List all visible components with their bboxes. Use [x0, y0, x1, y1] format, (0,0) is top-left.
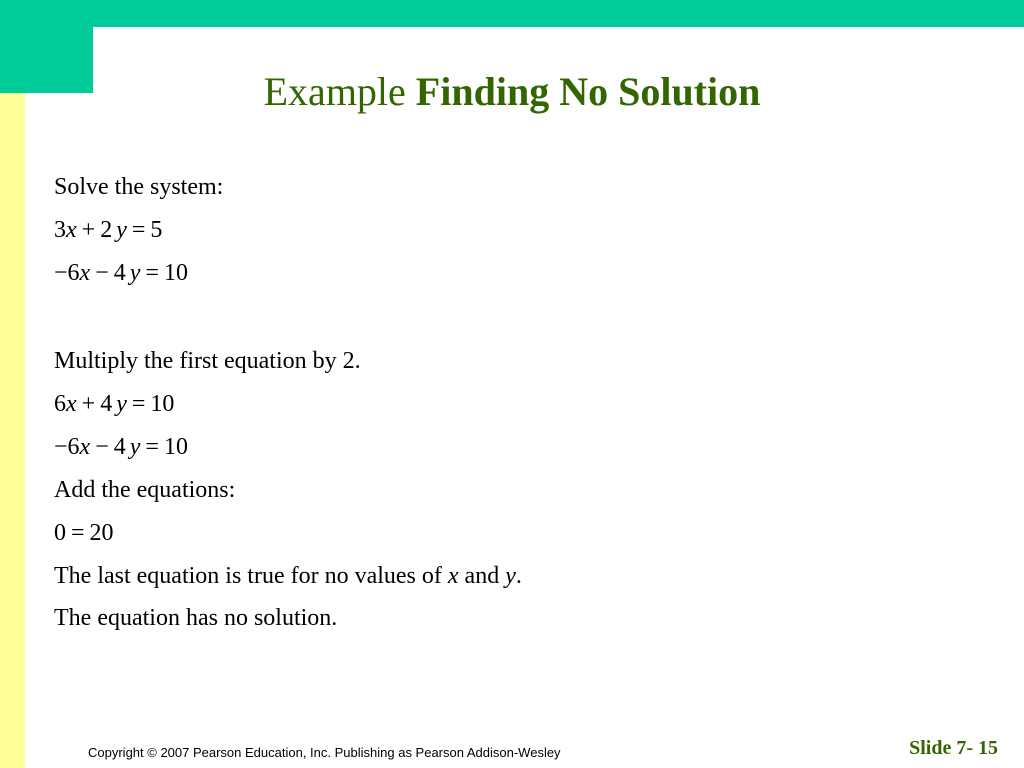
eq1-coef-b: 2	[100, 217, 113, 243]
conclusion-period: .	[515, 563, 522, 589]
eq5-rhs: 20	[89, 520, 114, 546]
conclusion-and: and	[458, 563, 506, 589]
eq3-coef-b: 4	[100, 391, 113, 417]
eq2-coef-a: −6	[54, 260, 80, 286]
eq1-var-y: y	[116, 217, 127, 243]
eq1-coef-a: 3	[54, 217, 66, 243]
eq4-op: −	[95, 434, 109, 460]
eq3-var-x: x	[66, 391, 77, 417]
equation-5	[54, 517, 114, 549]
eq4-equals: =	[145, 434, 159, 460]
conclusion-1	[54, 560, 522, 592]
conclusion-var-x: x	[447, 563, 459, 589]
eq1-equals: =	[131, 217, 146, 243]
conclusion-2: The equation has no solution.	[54, 605, 338, 631]
slide-title	[0, 68, 1024, 116]
equation-2	[54, 257, 188, 289]
eq2-var-x: x	[79, 260, 91, 286]
eq3-var-y: y	[116, 391, 127, 417]
eq3-op: +	[81, 391, 96, 417]
top-color-band	[0, 0, 1024, 27]
eq5-equals: =	[71, 520, 85, 546]
conclusion-1-text: The last equation is true for no values of	[54, 563, 448, 589]
eq2-equals: =	[145, 260, 159, 286]
eq1-var-x: x	[66, 217, 77, 243]
eq5-lhs: 0	[54, 520, 66, 546]
eq4-var-y: y	[129, 434, 141, 460]
eq2-rhs: 10	[163, 260, 188, 286]
eq4-rhs: 10	[163, 434, 188, 460]
eq3-coef-a: 6	[54, 391, 66, 417]
eq4-coef-b: 4	[113, 434, 126, 460]
eq1-op: +	[81, 217, 96, 243]
title-prefix: Example	[263, 69, 406, 114]
intro-text: Solve the system:	[54, 174, 224, 200]
conclusion-var-y: y	[505, 563, 516, 589]
step-1-text: Multiply the first equation by 2.	[54, 348, 361, 374]
eq4-var-x: x	[79, 434, 91, 460]
eq1-rhs: 5	[150, 217, 163, 243]
eq2-op: −	[95, 260, 109, 286]
slide-number: Slide 7- 15	[909, 737, 998, 759]
eq2-var-y: y	[129, 260, 141, 286]
equation-1	[54, 214, 162, 246]
copyright-footer: Copyright © 2007 Pearson Education, Inc. Publishing as Pearson Addison-Wesley	[88, 745, 561, 760]
eq2-coef-b: 4	[113, 260, 126, 286]
eq4-coef-a: −6	[54, 434, 80, 460]
eq3-equals: =	[131, 391, 146, 417]
eq3-rhs: 10	[150, 391, 175, 417]
title-bold: Finding No Solution	[415, 69, 761, 114]
equation-4	[54, 431, 188, 463]
step-2-text: Add the equations:	[54, 477, 236, 503]
equation-3	[54, 388, 174, 420]
